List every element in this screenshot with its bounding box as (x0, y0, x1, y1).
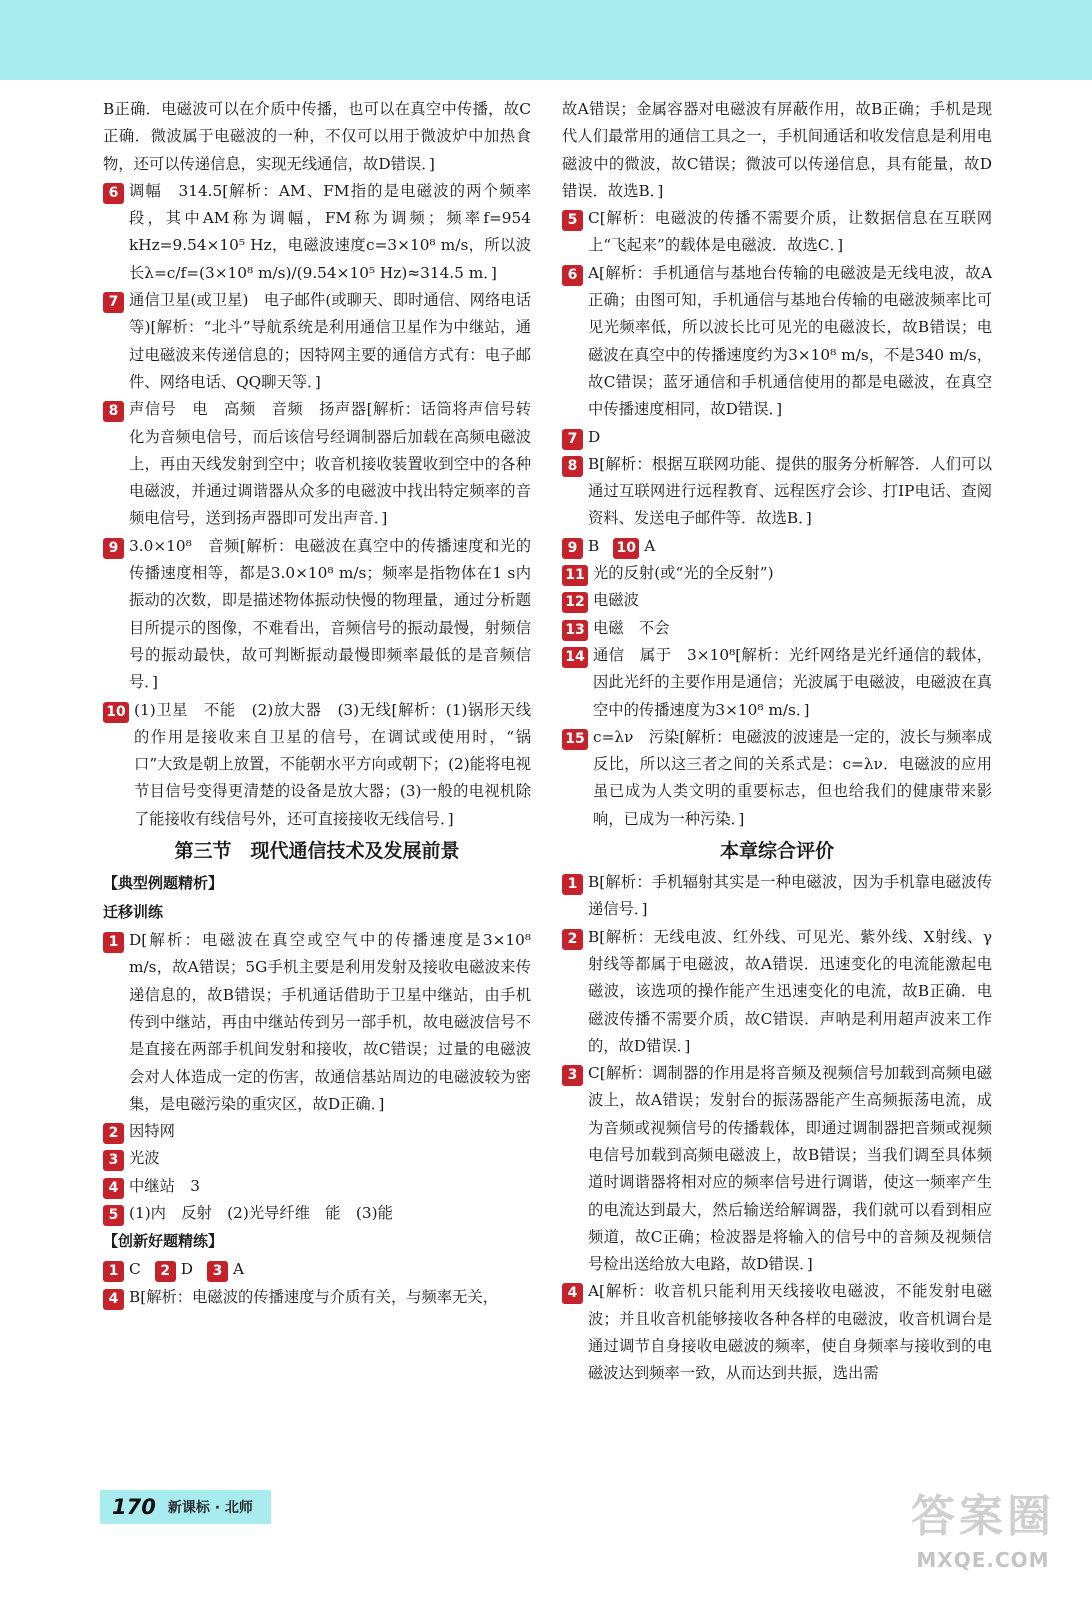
practice-answer-2 (103, 1118, 531, 1145)
answer-number-badge: 15 (562, 729, 588, 750)
answer-text: B[解析：手机辐射其实是一种电磁波，因为手机靠电磁波传递信号．] (588, 873, 992, 919)
subsection-title: 【典型例题精析】 (103, 874, 224, 893)
answer-6 (103, 178, 531, 287)
subsection-title: 迁移训练 (103, 903, 164, 922)
answer-text: C[解析：调制器的作用是将音频及视频信号加载到高频电磁波上，故A错误；发射台的振荡器能产生高频振荡电流，成为音频或视频信号的传播载体，即通过调制器把音频或视频电信号加载到高频电磁波上，故B错误；当我们调至具体频道时调谐器将相对应的频率信号进行调谐，使这一频率产生的电流达到最大，然后输送给解调器，我们就可以看到相应频道，故C正确；检波器是将输入的信号中的音频及视频信号检出送给放大电路，故D错误．] (588, 1064, 992, 1274)
answer-number-badge: 10 (613, 538, 639, 559)
answer-text: C (129, 1260, 141, 1279)
short-answers-row (562, 533, 992, 560)
answer-text: B[解析：电磁波的传播速度与介质有关，与频率无关， (129, 1287, 499, 1306)
chapter-review-title: 本章综合评价 (719, 840, 834, 863)
answer-text: 通信卫星(或卫星) 电子邮件(或聊天、即时通信、网络电话等)[解析：“北斗”导航系统是利用通信卫星作为中继站，通过电磁波来传递信息的；因特网主要的通信方式有：电子邮件、网络电话、QQ聊天等．] (129, 291, 531, 391)
answer-text: 电磁波 (593, 591, 639, 610)
innovation-answer-2 (155, 1256, 193, 1283)
answer-text: 电磁 不会 (593, 618, 670, 637)
answer-8 (103, 396, 531, 532)
answer-number-badge: 3 (103, 1150, 124, 1171)
answer-number-badge: 14 (562, 647, 588, 668)
right-column (562, 96, 992, 1388)
practice-answer-3 (103, 1145, 531, 1172)
innovation-answer-10 (613, 533, 655, 560)
answer-number-badge: 1 (103, 932, 124, 953)
answer-number-badge: 13 (562, 620, 588, 641)
answer-number-badge: 4 (562, 1283, 583, 1304)
page-footer (100, 1490, 271, 1524)
answer-text: D (588, 427, 601, 446)
answer-text: c=λν 污染[解析：电磁波的波速是一定的，波长与频率成反比，所以这三者之间的关系式是：c=λν．电磁波的应用虽已成为人类文明的重要标志，但也给我们的健康带来影响，已成为一种污染．] (593, 727, 992, 828)
answer-number-badge: 9 (103, 538, 124, 559)
left-column (103, 96, 531, 1311)
review-answer-1 (562, 869, 992, 924)
answer-number-badge: 6 (562, 265, 583, 286)
innovation-answer-14 (562, 642, 992, 724)
answer-number-badge: 5 (562, 210, 583, 231)
answer-text: 声信号 电 高频 音频 扬声器[解析：话筒将声信号转化为音频电信号，而后该信号经调制器后加载在高频电磁波上，再由天线发射到空中；收音机接收装置收到空中的各种电磁波，并通过调谐器从众多的电磁波中找出特定频率的音频电信号，送到扬声器即可发出声音．] (129, 400, 531, 528)
innovation-answer-8 (562, 451, 992, 533)
practice-answer-4 (103, 1173, 531, 1200)
practice-answer-1 (103, 927, 531, 1118)
innovation-answer-12 (562, 587, 992, 614)
innovation-answer-11 (562, 560, 992, 587)
answer-text: 光的反射(或“光的全反射”) (593, 564, 774, 583)
page-number: 170 (112, 1495, 156, 1519)
answer-number-badge: 3 (562, 1065, 583, 1086)
answer-7 (103, 287, 531, 396)
answer-number-badge: 12 (562, 592, 588, 613)
innovation-answer-6 (562, 260, 992, 424)
answer-text: B[解析：无线电波、红外线、可见光、紫外线、X射线、γ射线等都属于电磁波，故A错误．迅速变化的电流能激起电磁波，该选项的操作能产生迅速变化的电流，故B正确．电磁波传播不需要介质，故C错误．声呐是利用超声波来工作的，故D错误．] (588, 927, 992, 1055)
answer-text: D (180, 1260, 193, 1279)
answer-number-badge: 9 (562, 538, 583, 559)
top-color-band (0, 0, 1092, 80)
answer-number-badge: 8 (103, 401, 124, 422)
innovation-answer-5 (562, 205, 992, 260)
answer-text: A[解析：手机通信与基地台传输的电磁波是无线电波，故A正确；由图可知，手机通信与基地台传输的电磁波频率比可见光频率低，所以波长比可见光的电磁波长，故B错误；电磁波在真空中的传播速度约为3×10⁸ m/s，不是340 m/s，故C错误；蓝牙通信和手机通信使用的都是电磁波，在真空中传播速度相同，故D错误．] (588, 263, 992, 419)
answer-number-badge: 4 (103, 1289, 124, 1310)
answer-text: A[解析：收音机只能利用天线接收电磁波，不能发射电磁波；并且收音机能够接收各种各样的电磁波，收音机调台是通过调节自身接收电磁波的频率，使自身频率与接收到的电磁波达到频率一致，从而达到共振，选出需 (588, 1282, 992, 1383)
review-answer-3 (562, 1060, 992, 1278)
answer-text: A (644, 536, 656, 555)
answer-number-badge: 5 (103, 1205, 124, 1226)
watermark-logo-text: 答案圈 (911, 1491, 1055, 1542)
short-answers-row (103, 1256, 531, 1283)
innovation-answer-15 (562, 724, 992, 833)
answer-number-badge: 2 (562, 929, 583, 950)
answer-text: 中继站 3 (129, 1176, 200, 1195)
answer-text: 光波 (129, 1149, 160, 1168)
innovation-answer-13 (562, 615, 992, 642)
innovation-answer-1 (103, 1256, 141, 1283)
answer-number-badge: 3 (207, 1261, 228, 1282)
continued-answer: 故A错误；金属容器对电磁波有屏蔽作用，故B正确；手机是现代人们最常用的通信工具之一，手机间通话和收发信息是利用电磁波中的微波，故C错误；微波可以传递信息，具有能量，故D错误．故选B．] (562, 100, 992, 200)
answer-text: (1)卫星 不能 (2)放大器 (3)无线[解析：(1)锅形天线的作用是接收来自卫星的信号，在调试或使用时，“锅口”大致是朝上放置，不能朝水平方向或朝下；(2)能将电视节目信号变得更清楚的设备是放大器；(3)一般的电视机除了能接收有线信号外，还可直接接收无线信号．] (134, 700, 531, 828)
answer-text: B[解析：根据互联网功能、提供的服务分析解答．人们可以通过互联网进行远程教育、远程医疗会诊、打IP电话、查阅资料、发送电子邮件等．故选B．] (588, 454, 992, 528)
answer-text: D[解析：电磁波在真空或空气中的传播速度是3×10⁸ m/s，故A错误；5G手机主要是利用发射及接收电磁波来传递信息的，故B错误；手机通话借助于卫星中继站，由手机传到中继站，再由中继站传到另一部手机，故电磁波信号不是直接在两部手机间发射和接收，故C错误；过量的电磁波会对人体造成一定的伤害，故通信基站周边的电磁波较为密集，是电磁污染的重灾区，故D正确．] (129, 931, 531, 1113)
answer-number-badge: 4 (103, 1178, 124, 1199)
answer-number-badge: 2 (103, 1123, 124, 1144)
answer-number-badge: 11 (562, 565, 588, 586)
section-title: 第三节 现代通信技术及发展前景 (174, 840, 460, 863)
answer-10 (103, 697, 531, 833)
answer-text: 通信 属于 3×10⁸[解析：光纤网络是光纤通信的载体，因此光纤的主要作用是通信；光波属于电磁波，电磁波在真空中的传播速度为3×10⁸ m/s．] (593, 645, 992, 719)
innovation-answer-4 (103, 1284, 531, 1311)
review-answer-2 (562, 924, 992, 1060)
answer-text: (1)内 反射 (2)光导纤维 能 (3)能 (129, 1203, 393, 1222)
answer-number-badge: 6 (103, 183, 124, 204)
answer-text: 因特网 (129, 1122, 175, 1141)
subsection-title: 【创新好题精练】 (103, 1232, 224, 1251)
answer-text: C[解析：电磁波的传播不需要介质，让数据信息在互联网上“飞起来”的载体是电磁波．故选C．] (588, 209, 992, 255)
innovation-answer-3 (207, 1256, 244, 1283)
answer-number-badge: 10 (103, 702, 129, 723)
watermark-url: MXQE.COM (916, 1548, 1050, 1572)
answer-number-badge: 7 (103, 292, 124, 313)
answer-number-badge: 1 (562, 874, 583, 895)
answer-number-badge: 8 (562, 456, 583, 477)
watermark-logo (898, 1488, 1068, 1584)
series-label: 新课标 · 北师 (167, 1500, 253, 1516)
innovation-answer-7 (562, 424, 992, 451)
innovation-answer-9 (562, 533, 599, 560)
answer-text: B (588, 536, 600, 555)
review-answer-4 (562, 1278, 992, 1387)
answer-9 (103, 533, 531, 697)
answer-text: A (232, 1260, 245, 1279)
answer-number-badge: 7 (562, 429, 583, 450)
continued-answer: B正确．电磁波可以在介质中传播，也可以在真空中传播，故C正确．微波属于电磁波的一种，不仅可以用于微波炉中加热食物，还可以传递信息，实现无线通信，故D错误．] (103, 100, 531, 173)
answer-number-badge: 2 (155, 1261, 176, 1282)
practice-answer-5 (103, 1200, 531, 1227)
answer-text: 3.0×10⁸ 音频[解析：电磁波在真空中的传播速度和光的传播速度相等，都是3.0×10⁸ m/s；频率是指物体在1 s内振动的次数，即是描述物体振动快慢的物理量，通过分析题目所提示的图像，不难看出，音频信号的振动最慢，射频信号的振动最快，故可判断振动最慢即频率最低的是音频信号．] (129, 536, 531, 692)
answer-text: 调幅 314.5[解析：AM、FM指的是电磁波的两个频率段，其中AM称为调幅，FM称为调频；频率f=954 kHz=9.54×10⁵ Hz，电磁波速度c=3×10⁸ m/s，所以波长λ=c/f=(3×10⁸ m/s)/(9.54×10⁵ Hz)≈314.5 m．] (129, 181, 531, 282)
answer-number-badge: 1 (103, 1261, 124, 1282)
